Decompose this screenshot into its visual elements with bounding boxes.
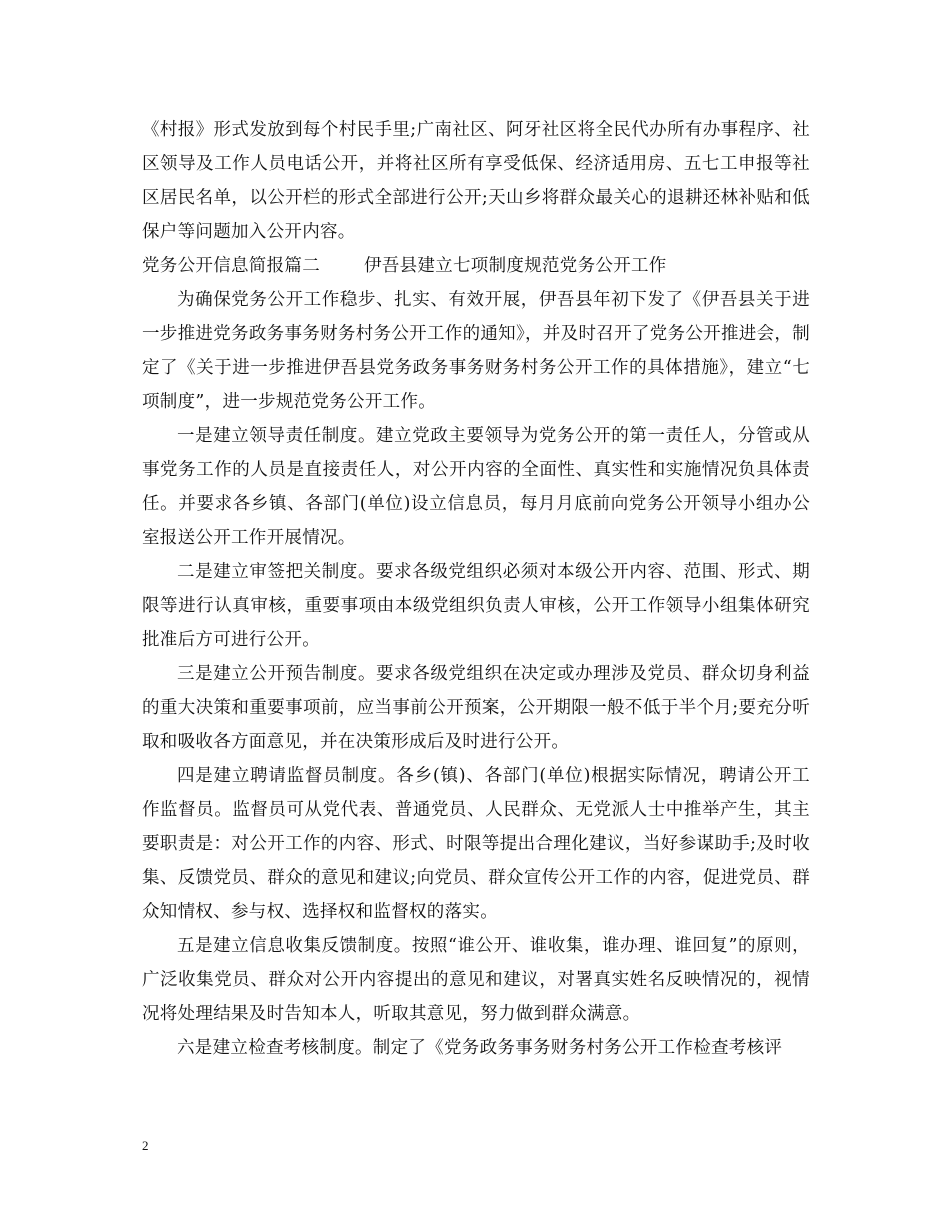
document-body: [142, 113, 810, 1065]
paragraph-system-1: 一是建立领导责任制度。建立党政主要领导为党务公开的第一责任人，分管或从事党务工作的人员是直接责任人，对公开内容的全面性、真实性和实施情况负具体责任。并要求各乡镇、各部门(单位)设立信息员，每月月底前向党务公开领导小组办公室报送公开工作开展情况。: [142, 426, 810, 548]
paragraph-system-5: 五是建立信息收集反馈制度。按照“谁公开、谁收集，谁办理、谁回复”的原则，广泛收集党员、群众对公开内容提出的意见和建议，对署真实姓名反映情况的，视情况将处理结果及时告知本人，听取其意见，努力做到群众满意。: [142, 936, 810, 1024]
section-heading: [142, 249, 810, 283]
paragraph-continued: 《村报》形式发放到每个村民手里;广南社区、阿牙社区将全民代办所有办事程序、社区领导及工作人员电话公开，并将社区所有享受低保、经济适用房、五七工申报等社区居民名单，以公开栏的形式全部进行公开;天山乡将群众最关心的退耕还林补贴和低保户等问题加入公开内容。: [142, 120, 810, 242]
paragraph-system-6: 六是建立检查考核制度。制定了《党务政务事务财务村务公开工作检查考核评: [177, 1038, 783, 1058]
paragraph-system-3: 三是建立公开预告制度。要求各级党组织在决定或办理涉及党员、群众切身利益的重大决策和重要事项前，应当事前公开预案，公开期限一般不低于半个月;要充分听取和吸收各方面意见，并在决策形成后及时进行公开。: [142, 664, 810, 752]
heading-spacer: [320, 249, 364, 283]
paragraph-system-2: 二是建立审签把关制度。要求各级党组织必须对本级公开内容、范围、形式、期限等进行认真审核，重要事项由本级党组织负责人审核，公开工作领导小组集体研究批准后方可进行公开。: [142, 562, 810, 650]
section-part-label: 党务公开信息简报篇二: [142, 256, 320, 276]
page-number: 2: [142, 1138, 149, 1153]
paragraph-intro: 为确保党务公开工作稳步、扎实、有效开展，伊吾县年初下发了《伊吾县关于进一步推进党务政务事务财务村务公开工作的通知》，并及时召开了党务公开推进会，制定了《关于进一步推进伊吾县党务政务事务财务村务公开工作的具体措施》，建立“七项制度”，进一步规范党务公开工作。: [142, 290, 810, 412]
section-title: 伊吾县建立七项制度规范党务公开工作: [364, 256, 667, 276]
paragraph-system-4: 四是建立聘请监督员制度。各乡(镇)、各部门(单位)根据实际情况，聘请公开工作监督员。监督员可从党代表、普通党员、人民群众、无党派人士中推举产生，其主要职责是：对公开工作的内容、形式、时限等提出合理化建议，当好参谋助手;及时收集、反馈党员、群众的意见和建议;向党员、群众宣传公开工作的内容，促进党员、群众知情权、参与权、选择权和监督权的落实。: [142, 766, 810, 922]
